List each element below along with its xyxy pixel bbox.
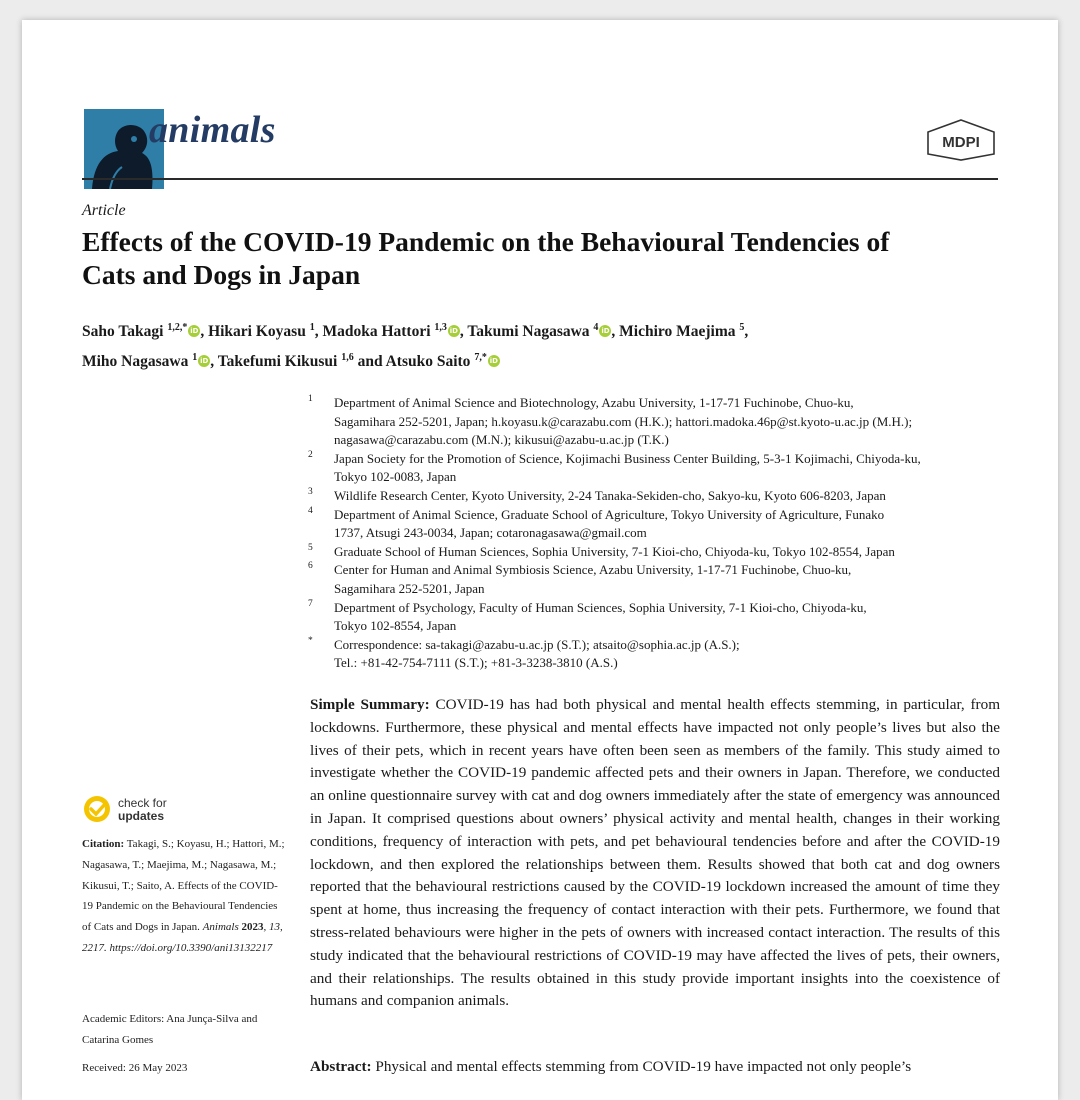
author-name: Takefumi Kikusui <box>217 353 338 371</box>
author-affiliation-marker: 1 <box>192 352 198 364</box>
received-date: Received: 26 May 2023 <box>82 1062 188 1074</box>
author-affiliation-marker: 1,3 <box>434 322 447 333</box>
author-separator: , <box>314 323 323 341</box>
author <box>208 323 322 340</box>
author-affiliation-marker: 7,* <box>474 352 487 364</box>
affiliation-item <box>308 487 1008 506</box>
author-name: Madoka Hattori <box>322 323 431 341</box>
author <box>218 353 386 370</box>
author-separator: , <box>611 323 620 341</box>
article-type: Article <box>82 202 126 219</box>
author-separator: , <box>200 323 209 341</box>
journal-name: animals <box>149 109 276 151</box>
affiliation-item <box>308 599 1008 636</box>
affiliation-line: Center for Human and Animal Symbiosis Science, Azabu University, 1-17-71 Fuchinobe, Chuo-ku, <box>334 562 852 578</box>
affiliation-line: nagasawa@carazabu.com (M.N.); kikusui@azabu-u.ac.jp (T.K.) <box>334 432 669 448</box>
author <box>82 353 218 370</box>
affiliation-number: 3 <box>308 486 313 497</box>
affiliation-number: 2 <box>308 449 313 460</box>
abstract-text: Physical and mental effects stemming from COVID-19 have impacted not only people’s <box>375 1058 912 1075</box>
citation-year: 2023 <box>241 921 264 934</box>
author-list <box>82 315 1002 375</box>
affiliation-line: Graduate School of Human Sciences, Sophia University, 7-1 Kioi-cho, Chiyoda-ku, Tokyo 102-8554, Japan <box>334 543 895 559</box>
citation-block <box>82 834 287 959</box>
check-updates-button[interactable] <box>82 794 112 829</box>
paper-page <box>22 20 1058 1100</box>
affiliation-number: 7 <box>308 598 313 609</box>
abstract <box>310 1056 1000 1079</box>
author <box>386 353 500 370</box>
affiliation-line: Department of Animal Science, Graduate School of Agriculture, Tokyo University of Agriculture, Funako <box>334 506 885 522</box>
author-name: Takumi Nagasawa <box>467 323 590 341</box>
citation-rest: , 13, 2217. https://doi.org/10.3390/ani13132217 <box>82 921 283 954</box>
author <box>322 323 467 340</box>
citation-journal: Animals <box>202 921 239 934</box>
orcid-icon[interactable]: iD <box>449 327 458 336</box>
affiliation-line: 1737, Atsugi 243-0034, Japan; cotaronagasawa@gmail.com <box>334 525 647 541</box>
header-rule <box>82 178 998 180</box>
affiliation-number: 1 <box>308 394 313 404</box>
affiliation-number: 4 <box>308 505 313 516</box>
check-updates-label[interactable] <box>118 797 167 823</box>
author <box>619 323 748 340</box>
check-updates-icon <box>82 794 112 824</box>
orcid-icon[interactable]: iD <box>489 357 498 366</box>
affiliation-line: Department of Animal Science and Biotechnology, Azabu University, 1-17-71 Fuchinobe, Chuo-ku, <box>334 395 854 410</box>
check-updates-line2: updates <box>118 809 165 823</box>
affiliation-line: Tel.: +81-42-754-7111 (S.T.); +81-3-3238-3810 (A.S.) <box>334 655 618 671</box>
author-name: Saho Takagi <box>82 323 164 341</box>
affiliation-item <box>308 394 1008 450</box>
simple-summary <box>310 694 1000 1013</box>
summary-label: Simple Summary: <box>310 696 430 713</box>
author <box>467 323 619 340</box>
author-separator: , <box>459 323 468 341</box>
abstract-label: Abstract: <box>310 1058 372 1075</box>
affiliation-line: Sagamihara 252-5201, Japan; h.koyasu.k@carazabu.com (H.K.); hattori.madoka.46p@st.kyoto-u.ac.jp (M.H.); <box>334 413 913 429</box>
check-updates-line1: check for <box>118 796 167 810</box>
author-name: Hikari Koyasu <box>208 323 306 341</box>
orcid-icon[interactable]: iD <box>200 357 209 366</box>
author-name: Atsuko Saito <box>385 353 471 371</box>
author-affiliation-marker: 1 <box>309 322 315 333</box>
affiliation-line: Correspondence: sa-takagi@azabu-u.ac.jp (S.T.); atsaito@sophia.ac.jp (A.S.); <box>334 636 740 652</box>
publisher-name: MDPI <box>942 134 980 151</box>
paper-title: Effects of the COVID-19 Pandemic on the Behavioural Tendencies of Cats and Dogs in Japan <box>82 226 890 290</box>
affiliation-line: Tokyo 102-8554, Japan <box>334 618 457 634</box>
citation-text: Takagi, S.; Koyasu, H.; Hattori, M.; Nagasawa, T.; Maejima, M.; Nagasawa, M.; Kikusui, T.; Saito, A. Effects of the COVID-19 Pandemic on the Behavioural Tendencies of Cats and Dogs in Japan. <box>82 838 285 934</box>
affiliations <box>308 394 1008 673</box>
author-name: Michiro Maejima <box>619 323 736 341</box>
mdpi-logo <box>924 118 998 162</box>
author-separator: , <box>210 353 218 371</box>
author-name: Miho Nagasawa <box>82 353 189 371</box>
affiliation-line: Sagamihara 252-5201, Japan <box>334 580 485 596</box>
affiliation-item <box>308 450 1008 487</box>
citation-label: Citation: <box>82 838 125 850</box>
affiliation-line: Tokyo 102-0083, Japan <box>334 469 457 485</box>
author <box>82 323 208 340</box>
affiliation-item <box>308 561 1008 598</box>
affiliation-number: 6 <box>308 561 313 572</box>
affiliation-item <box>308 506 1008 543</box>
academic-editors: Academic Editors: Ana Junça-Silva and Catarina Gomes <box>82 1013 258 1046</box>
author-separator: and <box>353 353 386 371</box>
author-affiliation-marker: 4 <box>593 322 599 333</box>
affiliation-number: 5 <box>308 542 313 553</box>
orcid-icon[interactable]: iD <box>601 327 610 336</box>
affiliation-number: * <box>308 635 313 646</box>
author-affiliation-marker: 5 <box>739 322 745 333</box>
affiliation-item <box>308 636 1008 673</box>
author-affiliation-marker: 1,6 <box>341 352 354 364</box>
affiliation-item <box>308 543 1008 562</box>
author-separator: , <box>744 323 749 341</box>
affiliation-line: Japan Society for the Promotion of Science, Kojimachi Business Center Building, 5-3-1 Kojimachi, Chiyoda-ku, <box>334 450 921 466</box>
orcid-icon[interactable]: iD <box>190 327 199 336</box>
affiliation-line: Department of Psychology, Faculty of Human Sciences, Sophia University, 7-1 Kioi-cho, Chiyoda-ku, <box>334 599 867 615</box>
affiliation-line: Wildlife Research Center, Kyoto University, 2-24 Tanaka-Sekiden-cho, Sakyo-ku, Kyoto 606-8203, Japan <box>334 487 886 503</box>
author-affiliation-marker: 1,2,* <box>167 322 188 333</box>
summary-text: COVID-19 has had both physical and mental health effects stemming, in particular, from lockdowns. Furthermore, these physical and mental effects have impacted not only people’s lives but also the lives of their pets, which in recent years have often been seen as members of the family. This study aimed to investigate whether the COVID-19 pandemic affected pets and their owners in Japan. Therefore, we conducted an online questionnaire survey with cat and dog owners immediately after the state of emergency was announced in Japan. It comprised questions about owners’ physical activity and mental health, changes in their working conditions, frequency of interaction with pets, and pet behavioural tendencies before and after the COVID-19 lockdown, and then explored the relationships between them. Results showed that both cat and dog owners reported that the behavioural restrictions caused by the COVID-19 lockdown increased the amount of time they spent at home, thus increasing the frequency of contact interaction with their pets. Furthermore, we found that stress-related behaviours were higher in the pets of owners with increased contact interaction. The results of this study indicated that the behavioural restrictions of COVID-19 may have affected the lives of pets, their owners, and their relationships. The results obtained in this study provide important insights into the coexistence of humans and companion animals. <box>310 696 1001 1010</box>
